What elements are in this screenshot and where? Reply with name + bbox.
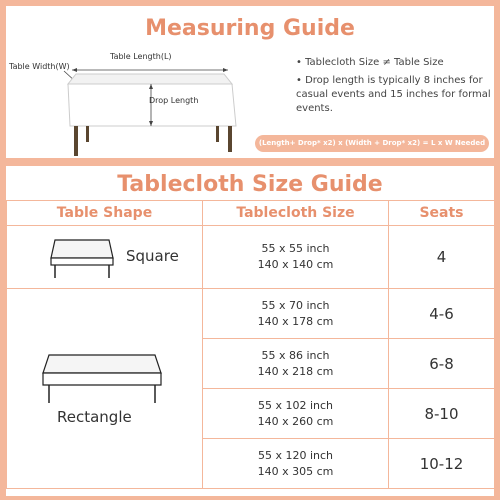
size-cm: 140 x 178 cm [257,314,334,328]
size-inch: 55 x 70 inch [261,298,330,312]
shape-cell-rectangle [7,289,203,489]
size-cell [203,339,389,389]
table-row [7,289,495,339]
note-drop: • Drop length is typically 8 inches for casual events and 15 inches for formal events. [296,75,491,114]
size-cm: 140 x 260 cm [257,414,334,428]
seats-cell: 4-6 [389,289,495,339]
table-width-label: Table Width(W) [9,62,70,71]
seats-cell: 8-10 [389,389,495,439]
size-table [6,200,495,489]
square-table-icon [47,234,119,280]
square-label: Square [126,247,179,265]
seats-cell: 4 [389,226,495,289]
size-cm: 140 x 140 cm [257,258,334,271]
size-cell [203,439,389,489]
rectangle-table-icon [37,349,167,405]
formula-badge: (Length+ Drop* x2) x (Width + Drop* x2) = L x W Needed [255,135,489,152]
seats-cell: 10-12 [389,439,495,489]
size-cm: 140 x 305 cm [257,464,334,478]
header-tablecloth-size: Tablecloth Size [203,201,389,226]
measuring-guide-title: Measuring Guide [145,16,355,41]
shape-cell-square [7,226,203,289]
size-cm: 140 x 218 cm [257,364,334,378]
size-cell [203,289,389,339]
size-inch: 55 x 120 inch [257,448,334,462]
rectangle-label: Rectangle [57,408,132,426]
size-guide-panel [6,166,494,496]
measuring-notes [296,56,496,120]
header-seats: Seats [389,201,495,226]
size-guide-title: Tablecloth Size Guide [117,172,383,197]
seats-cell: 6-8 [389,339,495,389]
size-cell [203,389,389,439]
size-inch: 55 x 55 inch [261,242,330,255]
drop-length-label: Drop Length [149,96,199,105]
table-length-label: Table Length(L) [110,52,172,61]
size-inch: 55 x 102 inch [257,398,334,412]
table-row [7,226,495,289]
header-table-shape: Table Shape [7,201,203,226]
measuring-guide-panel [6,6,494,158]
size-inch: 55 x 86 inch [261,348,330,362]
size-cell [203,226,389,289]
note-size: • Tablecloth Size ≠ Table Size [296,57,444,68]
